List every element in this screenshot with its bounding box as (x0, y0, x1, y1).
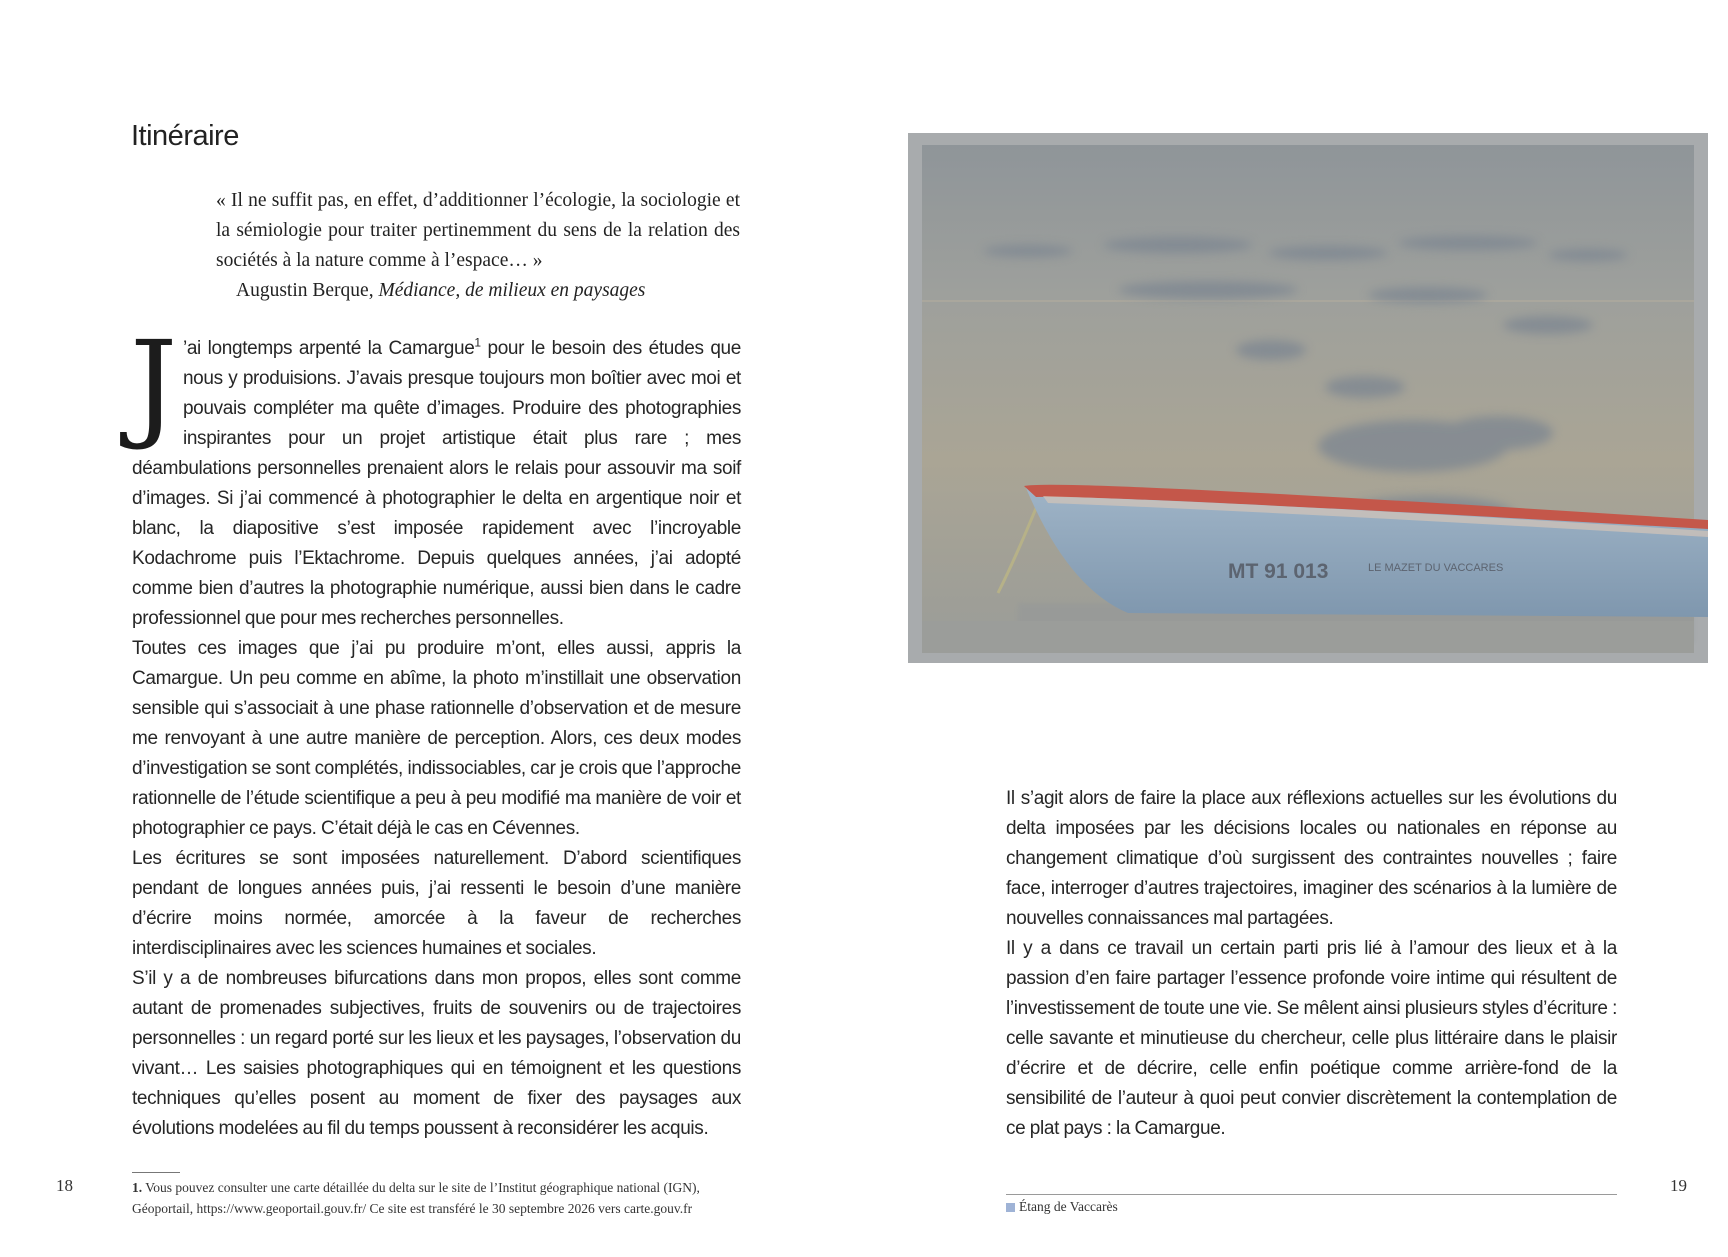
right-body-text (1006, 784, 1617, 1144)
paragraph-1 (130, 315, 741, 634)
footnote-number: 1. (132, 1180, 143, 1195)
footnote-reference[interactable]: 1 (474, 335, 481, 350)
right-paragraph-1: Il s’agit alors de faire la place aux réflexions actuelles sur les évolutions du delta imposées par les décisions locales ou nationales en réponse au changement climatique d’où surgissent des contraintes nouvelles ; faire face, interroger d’autres trajectoires, imaginer des scénarios à la lumière de nouvelles connaissances mal partagées. (1006, 788, 1617, 929)
paragraph-3: Les écritures se sont imposées naturellement. D’abord scientifiques pendant de longues années puis, j’ai ressenti le besoin d’une manière d’écrire moins normée, amorcée à la faveur de recherches interdisciplinaires avec les sciences humaines et sociales. (132, 848, 741, 959)
epigraph-attribution (236, 276, 756, 306)
paragraph-2: Toutes ces images que j’ai pu produire m’ont, elles aussi, appris la Camargue. Un peu comme en abîme, la photo m’instillait une observation sensible qui s’associait à une phase rationnelle d’observation et de mesure me renvoyant à une autre manière de perception. Alors, ces deux modes d’investigation se sont complétés, indissociables, car je crois que l’approche rationnelle de l’étude scientifique a peu à peu modifié ma manière de voir et photographier ce pays. C’était déjà le cas en Cévennes. (132, 638, 741, 839)
photo-caption (1006, 1199, 1118, 1215)
epigraph-quote: « Il ne suffit pas, en effet, d’additionner l’écologie, la sociologie et la sémiologie pour traiter pertinemment du sens de la relation des sociétés à la nature comme à l’espace… » (216, 190, 740, 271)
boat-registration: MT 91 013 (1228, 560, 1329, 583)
caption-divider (1006, 1194, 1617, 1195)
epigraph-work: Médiance, de milieux en paysages (378, 280, 646, 301)
epigraph (216, 186, 740, 276)
footnote (132, 1177, 772, 1219)
caption-marker-icon (1006, 1203, 1015, 1212)
caption-text: Étang de Vaccarès (1019, 1199, 1118, 1214)
page-number-left: 18 (56, 1176, 73, 1195)
footnote-line-1 (132, 1177, 772, 1198)
footnote-line-2: Géoportail, https://www.geoportail.gouv.fr/ Ce site est transféré le 30 septembre 2026 vers carte.gouv.fr (132, 1201, 693, 1216)
paragraph-4: S’il y a de nombreuses bifurcations dans mon propos, elles sont comme autant de promenades subjectives, fruits de souvenirs ou de trajectoires personnelles : un regard porté sur les lieux et les paysages, l’observation du vivant… Les saisies photographiques qui en témoignent et les questions techniques qu’elles posent au moment de fixer des paysages aux évolutions modelées au fil du temps poussent à reconsidérer les acquis. (132, 968, 741, 1139)
footnote-text-1: Vous pouvez consulter une carte détaillée du delta sur le site de l’Institut géographique national (IGN), (142, 1180, 700, 1195)
paragraph-1-start: ’ai longtemps arpenté la Camargue (182, 338, 475, 359)
right-paragraph-2: Il y a dans ce travail un certain parti pris lié à l’amour des lieux et à la passion d’en faire partager l’essence profonde voire intime qui résultent de l’investissement de toute une vie. Se mêlent ainsi plusieurs styles d’écriture : celle savante et minutieuse du chercheur, celle plus littéraire dans le plaisir d’écrire et de décrire, celle enfin poétique comme arrière-fond de la sensibilité de l’auteur à quoi peut convier discrètement la contemplation de ce plat pays : la Camargue. (1006, 938, 1617, 1139)
paragraph-1-rest: pour le besoin des études que nous y produisions. J’avais presque toujours mon boîtier avec moi et pouvais compléter ma quête d’images. Produire des photographies inspirantes pour un projet artistique était plus rare ; mes déambulations personnelles prenaient alors le relais pour assouvir ma soif d’images. Si j’ai commencé à photographier le delta en argentique noir et blanc, la diapositive s’est imposée rapidement avec l’incroyable Kodachrome puis l’Ektachrome. Depuis quelques années, j’ai adopté comme bien d’autres la photographie numérique, aussi bien dans le cadre professionnel que pour mes recherches personnelles. (132, 338, 741, 629)
epigraph-author: Augustin Berque, (236, 280, 379, 301)
boat-photo (908, 133, 1708, 663)
boat-photo-illustration (908, 133, 1708, 663)
drop-cap: J (130, 315, 177, 453)
section-title: Itinéraire (131, 120, 239, 152)
footnote-divider (132, 1172, 180, 1173)
right-page (864, 0, 1728, 1257)
page-number-right: 19 (1670, 1176, 1687, 1195)
left-body-text (130, 315, 741, 1144)
boat-name: LE MAZET DU VACCARES (1368, 562, 1504, 574)
